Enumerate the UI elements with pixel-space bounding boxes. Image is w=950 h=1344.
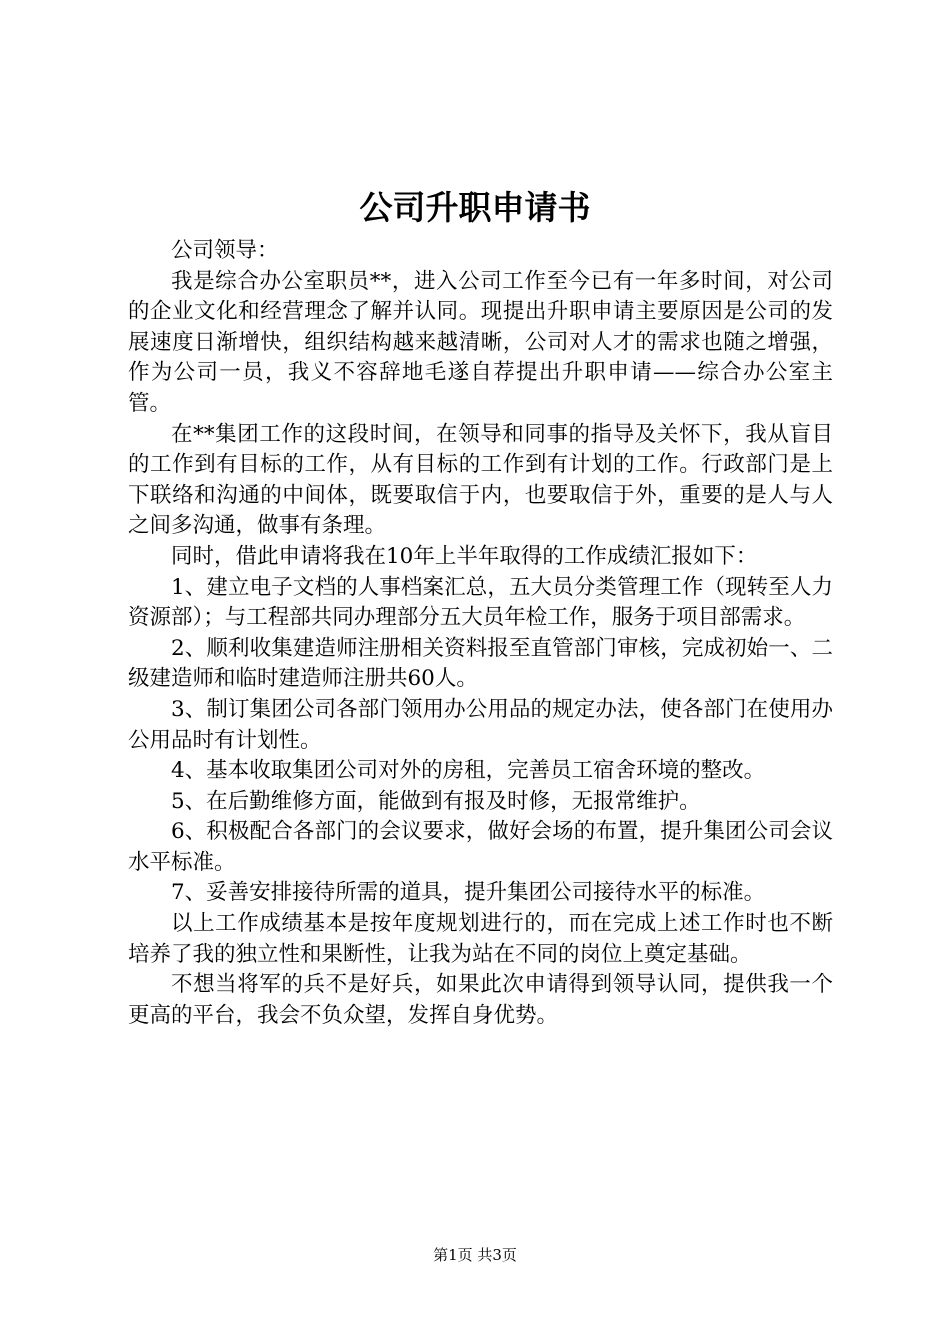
document-title: 公司升职申请书	[359, 188, 591, 227]
list-item: 5、在后勤维修方面，能做到有报及时修，无报常维护。	[171, 788, 701, 814]
paragraph: 我是综合办公室职员**，进入公司工作至今已有一年多时间，对公司的企业文化和经营理念了解并认同。现提出升职申请主要原因是公司的发展速度日渐增快，组织结构越来越清晰，公司对人才的需求也随之增强，作为公司一员，我义不容辞地毛遂自荐提出升职申请——综合办公室主管。	[128, 268, 833, 416]
salutation: 公司领导：	[171, 238, 279, 263]
list-item: 2、顺利收集建造师注册相关资料报至直管部门审核，完成初始一、二级建造师和临时建造师注册共60人。	[128, 635, 833, 692]
paragraph: 在**集团工作的这段时间，在领导和同事的指导及关怀下，我从盲目的工作到有目标的工作，从有目标的工作到有计划的工作。行政部门是上下联络和沟通的中间体，既要取信于内，也要取信于外，重要的是人与人之间多沟通，做事有条理。	[128, 421, 833, 539]
paragraph: 同时，借此申请将我在10年上半年取得的工作成绩汇报如下：	[171, 543, 758, 569]
page-footer: 第1页 共3页	[433, 1246, 517, 1264]
list-item: 1、建立电子文档的人事档案汇总，五大员分类管理工作（现转至人力资源部）；与工程部共同办理部分五大员年检工作，服务于项目部需求。	[128, 574, 833, 631]
paragraph: 以上工作成绩基本是按年度规划进行的，而在完成上述工作时也不断培养了我的独立性和果断性，让我为站在不同的岗位上奠定基础。	[128, 911, 833, 967]
list-item: 4、基本收取集团公司对外的房租，完善员工宿舍环境的整改。	[171, 758, 766, 784]
list-item: 7、妥善安排接待所需的道具，提升集团公司接待水平的标准。	[171, 880, 766, 906]
paragraph: 不想当将军的兵不是好兵，如果此次申请得到领导认同，提供我一个更高的平台，我会不负众望，发挥自身优势。	[128, 972, 833, 1028]
list-item: 6、积极配合各部门的会议要求，做好会场的布置，提升集团公司会议水平标准。	[128, 819, 833, 875]
document-body	[128, 236, 833, 1031]
list-item: 3、制订集团公司各部门领用办公用品的规定办法，使各部门在使用办公用品时有计划性。	[128, 696, 833, 753]
